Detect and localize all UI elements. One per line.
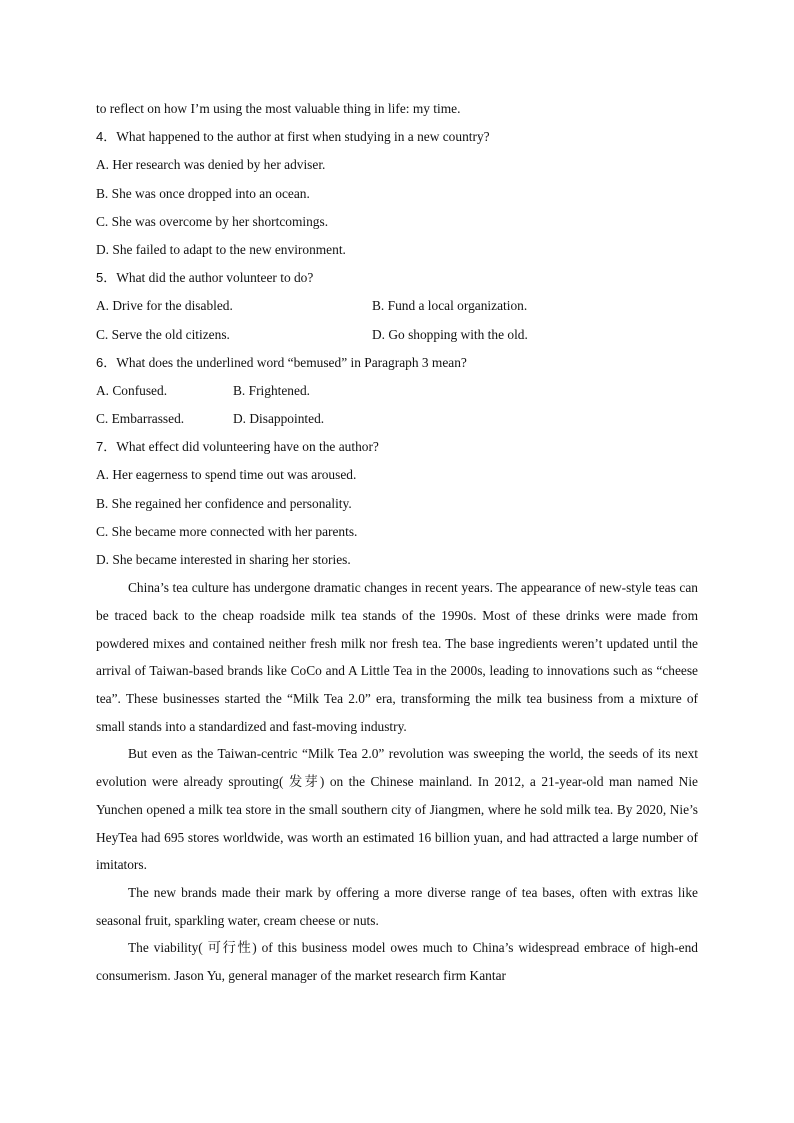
question-6-options-row-2 [96,405,698,433]
question-5-option-a: A. Drive for the disabled. [96,298,233,314]
question-text: What did the author volunteer to do? [116,270,314,286]
question-6-options-row-1 [96,377,698,405]
question-4-option-a: A. Her research was denied by her adviser. [96,157,326,173]
question-number: 4． [96,129,117,145]
question-5-options-row-1 [96,292,698,320]
passage-paragraph-1: China’s tea culture has undergone dramatic changes in recent years. The appearance of new-style teas can be traced back to the cheap roadside milk tea stands of the 1990s. Most of these drinks were made from powdered mixes and contained neither fresh milk nor fresh tea. The base ingredients weren’t updated until the arrival of Taiwan-based brands like CoCo and A Little Tea in the 2000s, leading to innovations such as “cheese tea”. These businesses started the “Milk Tea 2.0” era, transforming the milk tea business from a mixture of small stands into a standardized and fast-moving industry. [96,580,698,734]
question-number: 5． [96,270,117,286]
passage-paragraph-2: But even as the Taiwan-centric “Milk Tea 2.0” revolution was sweeping the world, the seeds of its next evolution were already sprouting( 发芽) on the Chinese mainland. In 2012, a 21-year-old man named Nie Yunchen opened a milk tea store in the small southern city of Jiangmen, where he sold milk tea. By 2020, Nie’s HeyTea had 695 stores worldwide, was worth an estimated 16 billion yuan, and had attracted a large number of imitators. [96,746,698,873]
question-text: What happened to the author at first when studying in a new country? [116,129,490,145]
question-5-option-d: D. Go shopping with the old. [372,326,528,342]
passage-paragraph-4: The viability( 可行性) of this business model owes much to China’s widespread embrace of high-end consumerism. Jason Yu, general manager of the market research firm Kantar [96,940,698,984]
question-6 [96,349,698,377]
question-number: 6． [96,354,117,370]
question-7-option-a: A. Her eagerness to spend time out was aroused. [96,467,357,483]
question-4-option-c: C. She was overcome by her shortcomings. [96,213,329,229]
question-4-option-d: D. She failed to adapt to the new environment. [96,241,346,257]
question-7-option-b: B. She regained her confidence and personality. [96,495,352,511]
question-text: What effect did volunteering have on the author? [116,439,379,455]
question-text: What does the underlined word “bemused” in Paragraph 3 mean? [116,354,467,370]
question-5-option-b: B. Fund a local organization. [372,298,528,314]
question-6-option-a: A. Confused. [96,382,168,398]
question-6-option-b: B. Frightened. [233,382,310,398]
document-body [96,95,698,990]
question-6-option-c: C. Embarrassed. [96,411,185,427]
question-5-options-row-2 [96,321,698,349]
passage-paragraph-3: The new brands made their mark by offering a more diverse range of tea bases, often with extras like seasonal fruit, sparkling water, cream cheese or nuts. [96,884,698,928]
question-4-option-b: B. She was once dropped into an ocean. [96,185,310,201]
question-7-option-d: D. She became interested in sharing her stories. [96,552,351,567]
question-7-option-c: C. She became more connected with her parents. [96,523,358,539]
question-7 [96,433,698,461]
question-5-option-c: C. Serve the old citizens. [96,326,230,342]
question-4 [96,123,698,151]
passage-continuation-line: to reflect on how I’m using the most valuable thing in life: my time. [96,101,461,116]
question-number: 7． [96,439,117,455]
question-5 [96,264,698,292]
question-6-option-d: D. Disappointed. [233,411,325,427]
